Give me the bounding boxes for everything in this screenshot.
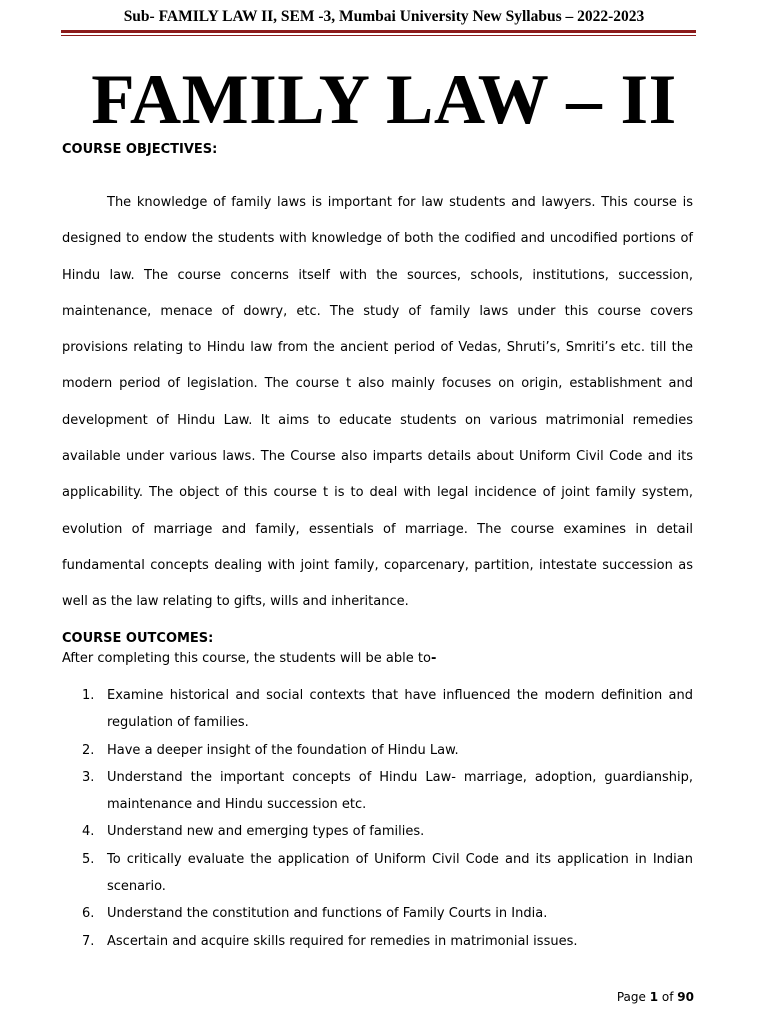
course-objectives-paragraph: The knowledge of family laws is important for law students and lawyers. This course is designed to endow the students with knowledge of both the codified and uncodified portions of Hindu law. The course concerns itself with the sources, schools, institutions, succession, maintenance, menace of dowry, etc. The study of family laws under this course covers provisions relating to Hindu law from the ancient period of Vedas, Shruti’s, Smriti’s etc. till the modern period of legislation. The course t also mainly focuses on origin, establishment and development of Hindu Law. It aims to educate students on various matrimonial remedies available under various laws. The Course also imparts details about Uniform Civil Code and its applicability. The object of this course t is to deal with legal incidence of joint family system, evolution of marriage and family, essentials of marriage. The course examines in detail fundamental concepts dealing with joint family, coparcenary, partition, intestate succession as well as the law relating to gifts, wills and inheritance. xyxy=(62,195,693,610)
list-item-text: Understand the important concepts of Hindu Law- marriage, adoption, guardianship, maintenance and Hindu succession etc. xyxy=(107,769,693,813)
outcomes-intro-text: After completing this course, the students will be able to xyxy=(62,651,431,666)
header-divider-thick xyxy=(61,30,696,33)
page-number-footer xyxy=(617,989,694,1005)
running-header: Sub- FAMILY LAW II, SEM -3, Mumbai University New Syllabus – 2022-2023 xyxy=(123,8,645,25)
list-item-number: 1. xyxy=(82,688,95,703)
list-item-text: To critically evaluate the application of Uniform Civil Code and its application in Indian scenario. xyxy=(107,851,693,895)
course-objectives-heading: COURSE OBJECTIVES: xyxy=(62,142,218,157)
list-item-number: 4. xyxy=(82,824,95,840)
course-outcomes-intro xyxy=(62,650,436,668)
list-item xyxy=(62,737,693,764)
header-divider-thin xyxy=(61,35,696,36)
list-item-number: 3. xyxy=(82,769,95,785)
list-item-number: 7. xyxy=(82,933,95,949)
page-current: 1 xyxy=(649,990,659,1004)
list-item xyxy=(62,928,693,955)
page-of: of xyxy=(661,990,674,1004)
document-title: FAMILY LAW – II xyxy=(91,61,677,139)
list-item-text: Examine historical and social contexts that have influenced the modern definition and regulation of families. xyxy=(107,688,693,731)
outcomes-intro-dash: - xyxy=(430,651,437,666)
page-total: 90 xyxy=(677,990,694,1004)
list-item-number: 5. xyxy=(82,851,95,867)
list-item-text: Have a deeper insight of the foundation of Hindu Law. xyxy=(107,742,459,758)
list-item-text: Ascertain and acquire skills required for remedies in matrimonial issues. xyxy=(107,933,578,949)
page-label: Page xyxy=(616,990,646,1004)
course-outcomes-list xyxy=(62,682,693,955)
list-item-text: Understand new and emerging types of families. xyxy=(107,824,425,840)
list-item xyxy=(62,900,693,927)
list-item xyxy=(62,818,693,845)
list-item-text: Understand the constitution and functions of Family Courts in India. xyxy=(107,906,548,922)
list-item-number: 6. xyxy=(82,906,95,922)
list-item xyxy=(62,764,693,819)
course-outcomes-heading: COURSE OUTCOMES: xyxy=(62,631,214,646)
list-item xyxy=(62,682,693,737)
list-item-number: 2. xyxy=(82,742,95,758)
list-item xyxy=(62,846,693,901)
